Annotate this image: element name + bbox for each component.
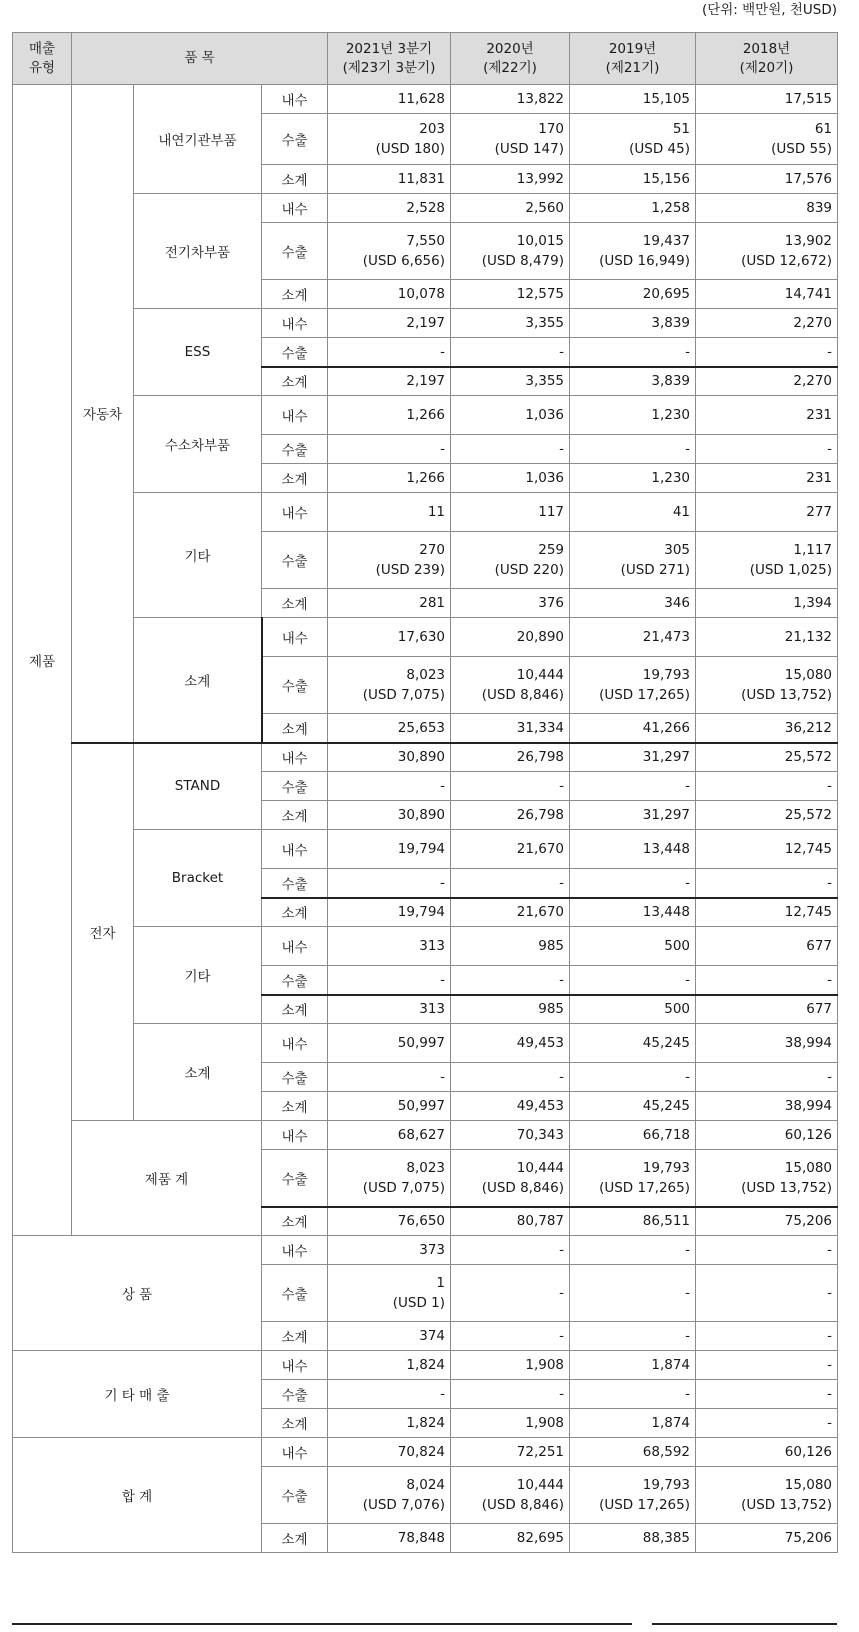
- row-type-label: 소계: [262, 898, 328, 927]
- row-type-label: 내수: [262, 830, 328, 869]
- value-cell: 72,251: [451, 1438, 570, 1467]
- value-cell: 1,266: [328, 396, 451, 435]
- value-cell: -: [328, 869, 451, 898]
- table-row: [13, 1121, 838, 1150]
- value-cell: -: [328, 338, 451, 367]
- value-cell: 1,824: [328, 1409, 451, 1438]
- value-cell: 374: [328, 1322, 451, 1351]
- row-type-label: 내수: [262, 1121, 328, 1150]
- value-cell: 70,343: [451, 1121, 570, 1150]
- row-type-label: 내수: [262, 1351, 328, 1380]
- value-cell: 13,902 (USD 12,672): [696, 223, 838, 280]
- value-cell: 2,197: [328, 367, 451, 396]
- value-cell: -: [570, 338, 696, 367]
- value-cell: 88,385: [570, 1524, 696, 1553]
- category-elec: 전자: [72, 743, 134, 1121]
- value-cell: 14,741: [696, 280, 838, 309]
- value-cell: -: [451, 869, 570, 898]
- value-cell: 75,206: [696, 1207, 838, 1236]
- value-cell: -: [696, 1322, 838, 1351]
- value-cell: 270 (USD 239): [328, 532, 451, 589]
- value-cell: 259 (USD 220): [451, 532, 570, 589]
- row-type-label: 내수: [262, 1438, 328, 1467]
- item-elec-other: 기타: [134, 927, 262, 1024]
- value-cell: 49,453: [451, 1092, 570, 1121]
- row-type-label: 내수: [262, 927, 328, 966]
- row-type-label: 소계: [262, 1524, 328, 1553]
- value-cell: -: [696, 772, 838, 801]
- value-cell: 20,890: [451, 618, 570, 657]
- value-cell: 19,794: [328, 830, 451, 869]
- header-period-2018: 2018년 (제20기): [696, 33, 838, 85]
- value-cell: 677: [696, 927, 838, 966]
- value-cell: -: [696, 338, 838, 367]
- row-type-label: 수출: [262, 1265, 328, 1322]
- value-cell: 26,798: [451, 743, 570, 772]
- value-cell: 17,576: [696, 165, 838, 194]
- value-cell: -: [696, 1351, 838, 1380]
- value-cell: -: [328, 966, 451, 995]
- value-cell: 1,036: [451, 396, 570, 435]
- bottom-rule: [652, 1623, 837, 1625]
- value-cell: 19,793 (USD 17,265): [570, 1467, 696, 1524]
- value-cell: -: [696, 1063, 838, 1092]
- value-cell: 76,650: [328, 1207, 451, 1236]
- value-cell: 7,550 (USD 6,656): [328, 223, 451, 280]
- value-cell: 1,908: [451, 1409, 570, 1438]
- value-cell: 45,245: [570, 1092, 696, 1121]
- value-cell: -: [570, 1265, 696, 1322]
- item-ev-parts: 전기차부품: [134, 194, 262, 309]
- row-type-label: 내수: [262, 85, 328, 114]
- value-cell: 12,745: [696, 898, 838, 927]
- value-cell: 11,628: [328, 85, 451, 114]
- item-ess: ESS: [134, 309, 262, 396]
- value-cell: 11,831: [328, 165, 451, 194]
- value-cell: 31,297: [570, 801, 696, 830]
- row-type-label: 내수: [262, 493, 328, 532]
- sales-table: [12, 32, 838, 1553]
- row-type-label: 소계: [262, 589, 328, 618]
- value-cell: 31,334: [451, 714, 570, 743]
- value-cell: 50,997: [328, 1024, 451, 1063]
- value-cell: -: [328, 1063, 451, 1092]
- value-cell: 281: [328, 589, 451, 618]
- value-cell: 12,575: [451, 280, 570, 309]
- row-type-label: 소계: [262, 714, 328, 743]
- value-cell: -: [451, 1236, 570, 1265]
- value-cell: 51 (USD 45): [570, 114, 696, 165]
- value-cell: 11: [328, 493, 451, 532]
- value-cell: 21,670: [451, 898, 570, 927]
- value-cell: 2,560: [451, 194, 570, 223]
- value-cell: 12,745: [696, 830, 838, 869]
- value-cell: -: [451, 1063, 570, 1092]
- value-cell: 10,444 (USD 8,846): [451, 1150, 570, 1207]
- value-cell: 2,197: [328, 309, 451, 338]
- value-cell: 21,132: [696, 618, 838, 657]
- value-cell: 10,444 (USD 8,846): [451, 1467, 570, 1524]
- value-cell: -: [696, 1236, 838, 1265]
- value-cell: 231: [696, 464, 838, 493]
- value-cell: 8,024 (USD 7,076): [328, 1467, 451, 1524]
- value-cell: 15,080 (USD 13,752): [696, 1467, 838, 1524]
- value-cell: -: [451, 435, 570, 464]
- value-cell: 78,848: [328, 1524, 451, 1553]
- value-cell: 49,453: [451, 1024, 570, 1063]
- value-cell: 2,270: [696, 367, 838, 396]
- table-row: [13, 396, 838, 435]
- value-cell: 1,824: [328, 1351, 451, 1380]
- item-bracket: Bracket: [134, 830, 262, 927]
- value-cell: 10,444 (USD 8,846): [451, 657, 570, 714]
- value-cell: 20,695: [570, 280, 696, 309]
- value-cell: -: [696, 435, 838, 464]
- value-cell: -: [696, 966, 838, 995]
- value-cell: 1,117 (USD 1,025): [696, 532, 838, 589]
- item-auto-other: 기타: [134, 493, 262, 618]
- value-cell: 30,890: [328, 801, 451, 830]
- row-type-label: 수출: [262, 1063, 328, 1092]
- value-cell: 61 (USD 55): [696, 114, 838, 165]
- value-cell: -: [570, 869, 696, 898]
- item-elec-subtotal: 소계: [134, 1024, 262, 1121]
- value-cell: 15,080 (USD 13,752): [696, 1150, 838, 1207]
- value-cell: 75,206: [696, 1524, 838, 1553]
- row-type-label: 소계: [262, 464, 328, 493]
- row-type-label: 소계: [262, 367, 328, 396]
- value-cell: 313: [328, 927, 451, 966]
- row-type-label: 수출: [262, 772, 328, 801]
- value-cell: 8,023 (USD 7,075): [328, 657, 451, 714]
- value-cell: 8,023 (USD 7,075): [328, 1150, 451, 1207]
- value-cell: -: [696, 1409, 838, 1438]
- item-auto-subtotal: 소계: [134, 618, 262, 743]
- value-cell: 1,258: [570, 194, 696, 223]
- value-cell: 41,266: [570, 714, 696, 743]
- value-cell: 3,839: [570, 367, 696, 396]
- row-type-label: 수출: [262, 1467, 328, 1524]
- row-type-label: 내수: [262, 1024, 328, 1063]
- value-cell: 1,230: [570, 396, 696, 435]
- table-row: [13, 493, 838, 532]
- value-cell: -: [570, 1380, 696, 1409]
- value-cell: 1,036: [451, 464, 570, 493]
- value-cell: 19,793 (USD 17,265): [570, 1150, 696, 1207]
- value-cell: 500: [570, 995, 696, 1024]
- value-cell: -: [570, 772, 696, 801]
- value-cell: 50,997: [328, 1092, 451, 1121]
- value-cell: -: [328, 435, 451, 464]
- value-cell: 313: [328, 995, 451, 1024]
- value-cell: 2,528: [328, 194, 451, 223]
- category-auto: 자동차: [72, 85, 134, 743]
- value-cell: 13,992: [451, 165, 570, 194]
- value-cell: 2,270: [696, 309, 838, 338]
- row-type-label: 소계: [262, 280, 328, 309]
- value-cell: 60,126: [696, 1121, 838, 1150]
- value-cell: 985: [451, 927, 570, 966]
- value-cell: 17,515: [696, 85, 838, 114]
- value-cell: 3,355: [451, 309, 570, 338]
- item-ice-parts: 내연기관부품: [134, 85, 262, 194]
- table-row: [13, 927, 838, 966]
- value-cell: 36,212: [696, 714, 838, 743]
- value-cell: 15,080 (USD 13,752): [696, 657, 838, 714]
- value-cell: 500: [570, 927, 696, 966]
- table-row: [13, 309, 838, 338]
- value-cell: -: [570, 435, 696, 464]
- value-cell: 38,994: [696, 1024, 838, 1063]
- row-type-label: 소계: [262, 1207, 328, 1236]
- value-cell: 25,572: [696, 801, 838, 830]
- table-row: [13, 1351, 838, 1380]
- value-cell: 117: [451, 493, 570, 532]
- value-cell: 13,448: [570, 898, 696, 927]
- value-cell: 68,592: [570, 1438, 696, 1467]
- value-cell: 277: [696, 493, 838, 532]
- value-cell: 376: [451, 589, 570, 618]
- value-cell: -: [328, 1380, 451, 1409]
- row-type-label: 내수: [262, 309, 328, 338]
- value-cell: -: [696, 869, 838, 898]
- value-cell: -: [328, 772, 451, 801]
- value-cell: 1,874: [570, 1409, 696, 1438]
- table-body: [13, 85, 838, 1553]
- value-cell: 21,670: [451, 830, 570, 869]
- value-cell: 86,511: [570, 1207, 696, 1236]
- value-cell: 45,245: [570, 1024, 696, 1063]
- value-cell: -: [570, 1236, 696, 1265]
- bottom-rule: [12, 1623, 632, 1625]
- table-row: [13, 1024, 838, 1063]
- row-type-label: 내수: [262, 618, 328, 657]
- value-cell: -: [451, 772, 570, 801]
- value-cell: 677: [696, 995, 838, 1024]
- value-cell: 25,653: [328, 714, 451, 743]
- row-type-label: 소계: [262, 1092, 328, 1121]
- value-cell: -: [451, 1380, 570, 1409]
- row-type-label: 수출: [262, 532, 328, 589]
- value-cell: -: [451, 966, 570, 995]
- item-stand: STAND: [134, 743, 262, 830]
- value-cell: 19,793 (USD 17,265): [570, 657, 696, 714]
- type-grand-total: 합 계: [13, 1438, 262, 1553]
- row-type-label: 수출: [262, 657, 328, 714]
- table-header: [13, 33, 838, 85]
- table-row: [13, 1438, 838, 1467]
- header-period-2019: 2019년 (제21기): [570, 33, 696, 85]
- value-cell: -: [570, 1322, 696, 1351]
- table-row: [13, 830, 838, 869]
- value-cell: 15,105: [570, 85, 696, 114]
- type-other-sales: 기 타 매 출: [13, 1351, 262, 1438]
- value-cell: 170 (USD 147): [451, 114, 570, 165]
- value-cell: 21,473: [570, 618, 696, 657]
- value-cell: 82,695: [451, 1524, 570, 1553]
- value-cell: 13,448: [570, 830, 696, 869]
- table-row: [13, 1236, 838, 1265]
- value-cell: -: [696, 1380, 838, 1409]
- value-cell: 66,718: [570, 1121, 696, 1150]
- header-sales-type: 매출 유형: [13, 33, 72, 85]
- value-cell: 3,839: [570, 309, 696, 338]
- table-row: [13, 618, 838, 657]
- value-cell: 60,126: [696, 1438, 838, 1467]
- value-cell: -: [451, 1322, 570, 1351]
- table-row: [13, 194, 838, 223]
- row-type-label: 소계: [262, 1409, 328, 1438]
- header-period-2020: 2020년 (제22기): [451, 33, 570, 85]
- value-cell: 839: [696, 194, 838, 223]
- value-cell: -: [696, 1265, 838, 1322]
- value-cell: 70,824: [328, 1438, 451, 1467]
- row-type-label: 소계: [262, 1322, 328, 1351]
- row-type-label: 내수: [262, 1236, 328, 1265]
- row-type-label: 수출: [262, 966, 328, 995]
- value-cell: 1,874: [570, 1351, 696, 1380]
- value-cell: 3,355: [451, 367, 570, 396]
- value-cell: 15,156: [570, 165, 696, 194]
- value-cell: 38,994: [696, 1092, 838, 1121]
- row-type-label: 수출: [262, 338, 328, 367]
- value-cell: 30,890: [328, 743, 451, 772]
- value-cell: 10,015 (USD 8,479): [451, 223, 570, 280]
- row-type-label: 소계: [262, 165, 328, 194]
- value-cell: 373: [328, 1236, 451, 1265]
- value-cell: 1,908: [451, 1351, 570, 1380]
- item-hydrogen-parts: 수소차부품: [134, 396, 262, 493]
- row-type-label: 수출: [262, 114, 328, 165]
- value-cell: 1,394: [696, 589, 838, 618]
- value-cell: 203 (USD 180): [328, 114, 451, 165]
- type-goods: 상 품: [13, 1236, 262, 1351]
- row-type-label: 수출: [262, 435, 328, 464]
- row-type-label: 수출: [262, 223, 328, 280]
- value-cell: 13,822: [451, 85, 570, 114]
- row-type-label: 내수: [262, 396, 328, 435]
- value-cell: 31,297: [570, 743, 696, 772]
- value-cell: 346: [570, 589, 696, 618]
- value-cell: 985: [451, 995, 570, 1024]
- value-cell: 68,627: [328, 1121, 451, 1150]
- header-row: [13, 33, 838, 85]
- value-cell: -: [570, 966, 696, 995]
- value-cell: 41: [570, 493, 696, 532]
- value-cell: 305 (USD 271): [570, 532, 696, 589]
- value-cell: 1 (USD 1): [328, 1265, 451, 1322]
- value-cell: -: [451, 1265, 570, 1322]
- row-type-label: 소계: [262, 801, 328, 830]
- row-type-label: 수출: [262, 1150, 328, 1207]
- value-cell: 1,266: [328, 464, 451, 493]
- row-type-label: 내수: [262, 194, 328, 223]
- value-cell: 19,794: [328, 898, 451, 927]
- value-cell: 26,798: [451, 801, 570, 830]
- value-cell: 17,630: [328, 618, 451, 657]
- row-type-label: 수출: [262, 1380, 328, 1409]
- header-period-2021q3: 2021년 3분기 (제23기 3분기): [328, 33, 451, 85]
- row-type-label: 소계: [262, 995, 328, 1024]
- item-product-total: 제품 계: [72, 1121, 262, 1236]
- table-row: [13, 85, 838, 114]
- table-row: [13, 743, 838, 772]
- row-type-label: 내수: [262, 743, 328, 772]
- value-cell: -: [451, 338, 570, 367]
- value-cell: 1,230: [570, 464, 696, 493]
- unit-note: (단위: 백만원, 천USD): [701, 2, 837, 18]
- value-cell: 231: [696, 396, 838, 435]
- row-type-label: 수출: [262, 869, 328, 898]
- value-cell: 80,787: [451, 1207, 570, 1236]
- value-cell: -: [570, 1063, 696, 1092]
- header-item: 품 목: [72, 33, 328, 85]
- value-cell: 10,078: [328, 280, 451, 309]
- value-cell: 25,572: [696, 743, 838, 772]
- value-cell: 19,437 (USD 16,949): [570, 223, 696, 280]
- type-product: 제품: [13, 85, 72, 1236]
